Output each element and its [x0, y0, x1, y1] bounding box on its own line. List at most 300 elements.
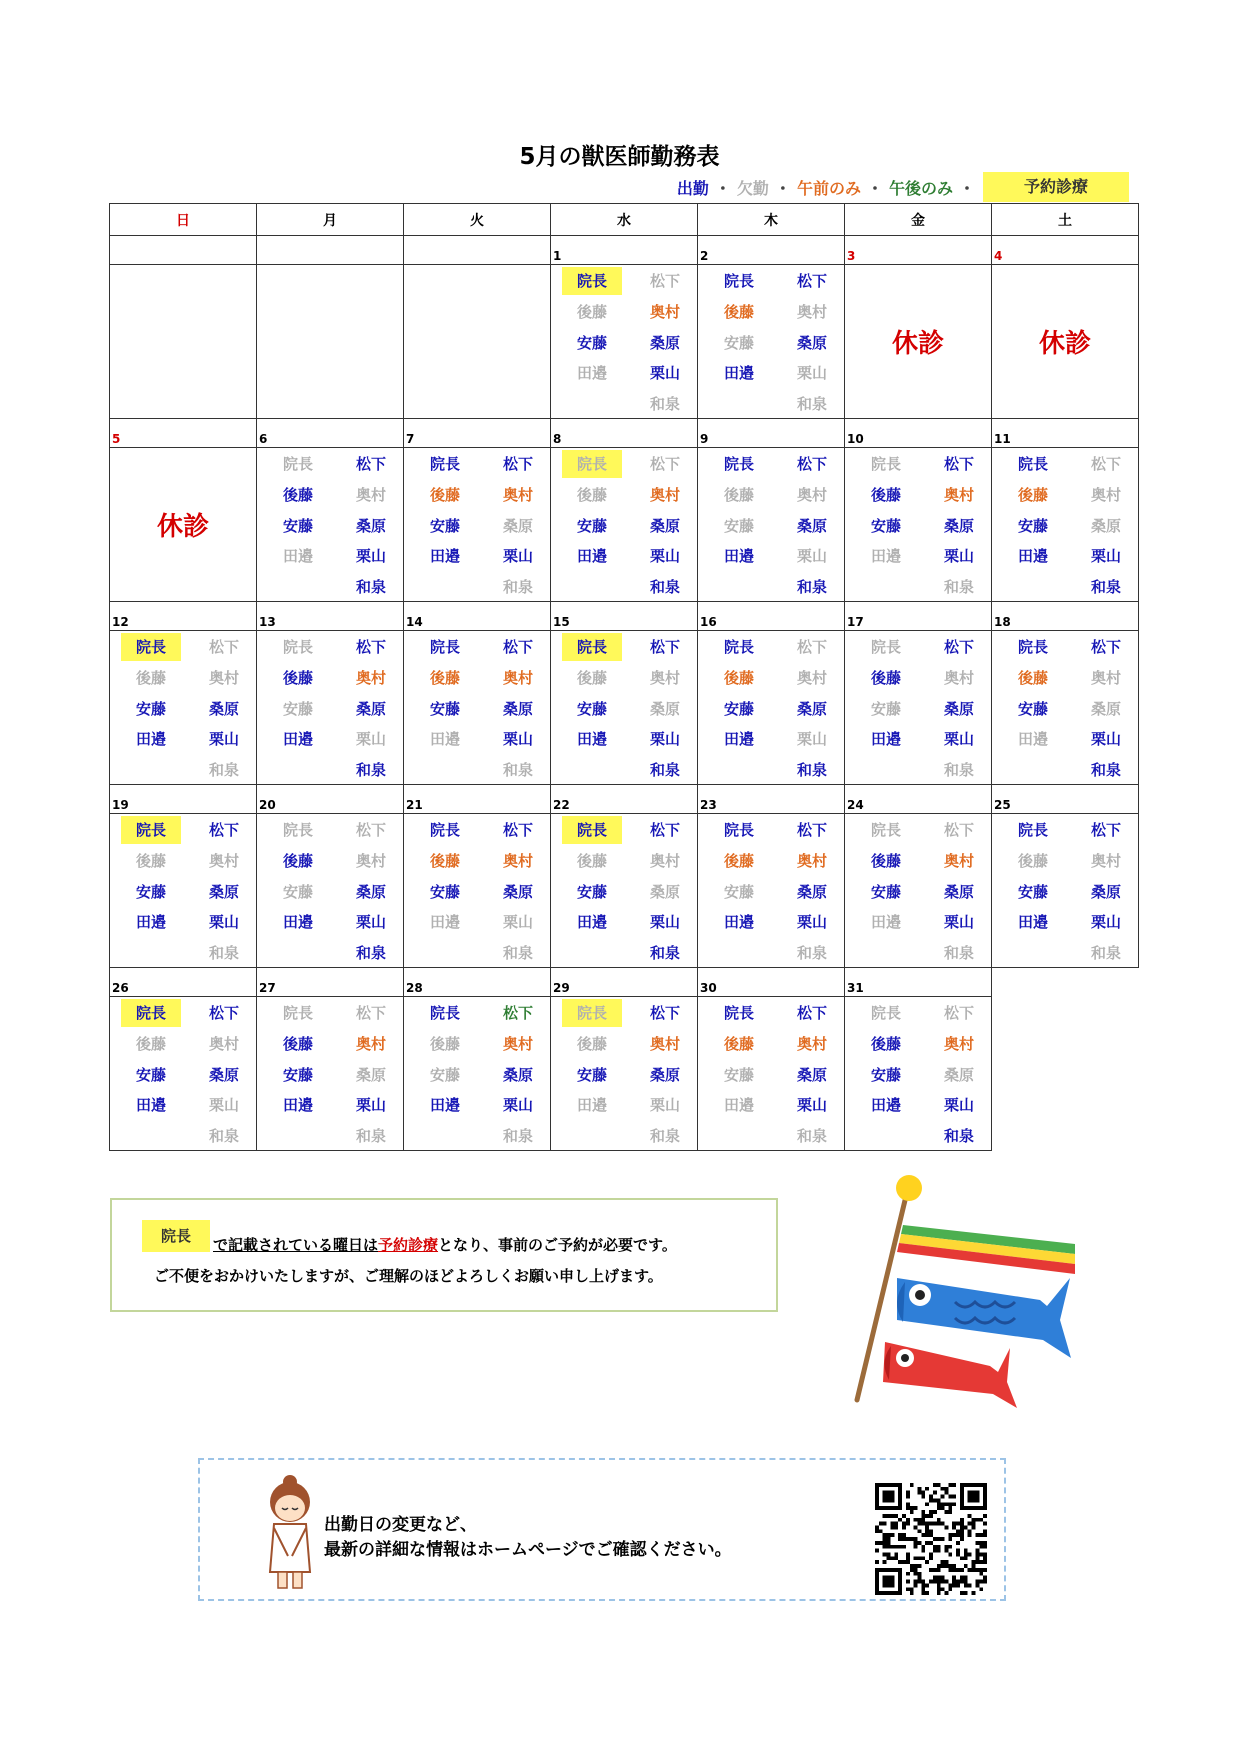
qr-module [921, 1495, 925, 1499]
qr-module [917, 1556, 921, 1560]
qr-module [925, 1529, 929, 1533]
qr-module [937, 1506, 941, 1510]
qr-module [898, 1537, 902, 1541]
qr-module [937, 1549, 941, 1553]
qr-module [972, 1564, 976, 1568]
qr-module [925, 1591, 929, 1595]
qr-module [906, 1491, 910, 1495]
vet-name: 松下 [796, 272, 827, 290]
qr-module [948, 1545, 952, 1549]
vet-name: 後藤 [282, 852, 313, 870]
qr-module [948, 1506, 952, 1510]
vet-name: 桑原 [502, 883, 533, 901]
vet-name: 安藤 [870, 517, 901, 535]
date-row [110, 602, 1139, 631]
schedule-row [110, 631, 1139, 785]
qr-module [960, 1525, 964, 1529]
blank-day-cell [110, 265, 257, 419]
qr-module [883, 1576, 895, 1588]
day-cell-content [551, 631, 697, 784]
qr-module [917, 1580, 921, 1584]
qr-module [975, 1549, 979, 1553]
vet-name: 奥村 [1090, 669, 1121, 687]
qr-module [983, 1545, 987, 1549]
qr-module [914, 1518, 918, 1522]
date-number: 14 [404, 602, 551, 631]
vet-name: 和泉 [355, 761, 386, 779]
qr-module [941, 1576, 945, 1580]
day-cell-content [698, 814, 844, 967]
vet-name: 桑原 [502, 517, 533, 535]
qr-module [933, 1545, 937, 1549]
qr-module [941, 1580, 945, 1584]
vet-name: 和泉 [796, 944, 827, 962]
qr-module [979, 1545, 983, 1549]
date-row [110, 968, 1139, 997]
note-line-1 [213, 1234, 677, 1255]
vet-name: 奥村 [796, 669, 827, 687]
vet-name: 和泉 [208, 1127, 239, 1145]
qr-module [983, 1580, 987, 1584]
date-number: 4 [992, 236, 1139, 265]
vet-name: 松下 [796, 821, 827, 839]
vet-name: 奥村 [355, 852, 386, 870]
vet-name: 奥村 [649, 669, 680, 687]
date-number: 30 [698, 968, 845, 997]
qr-module [887, 1541, 891, 1545]
qr-module [964, 1556, 968, 1560]
vet-name: 奥村 [796, 1035, 827, 1053]
qr-module [952, 1533, 956, 1537]
vet-name: 安藤 [723, 334, 754, 352]
day-cell [404, 814, 551, 968]
vet-name: 奥村 [649, 1035, 680, 1053]
vet-name: 栗山 [355, 1096, 386, 1114]
vet-name: 院長 [562, 267, 622, 295]
qr-module [933, 1483, 937, 1487]
qr-module [929, 1580, 933, 1584]
qr-module [956, 1541, 960, 1545]
qr-module [883, 1491, 895, 1503]
vet-name: 院長 [723, 821, 754, 839]
qr-module [979, 1572, 983, 1576]
day-cell [551, 997, 698, 1151]
qr-module [929, 1533, 933, 1537]
qr-module [925, 1583, 929, 1587]
qr-module [887, 1545, 891, 1549]
qr-module [945, 1549, 949, 1553]
qr-module [945, 1525, 949, 1529]
vet-name: 田邉 [870, 547, 901, 565]
vet-name: 松下 [943, 455, 974, 473]
closed-label: 休診 [891, 329, 944, 359]
vet-name: 栗山 [208, 913, 239, 931]
qr-module [945, 1591, 949, 1595]
date-number: 27 [257, 968, 404, 997]
vet-name: 和泉 [649, 395, 680, 413]
day-cell-content [845, 631, 991, 784]
date-number: 5 [110, 419, 257, 448]
qr-module [929, 1510, 933, 1514]
qr-module [956, 1553, 960, 1557]
vet-name: 松下 [1090, 821, 1121, 839]
qr-module [929, 1541, 933, 1545]
vet-name: 松下 [355, 821, 386, 839]
day-cell-content [257, 814, 403, 967]
qr-module [929, 1568, 933, 1572]
day-cell-content [698, 997, 844, 1150]
vet-name: 桑原 [796, 700, 827, 718]
qr-module [898, 1533, 902, 1537]
vet-name: 奥村 [208, 852, 239, 870]
qr-module [952, 1483, 956, 1487]
vet-name: 桑原 [355, 883, 386, 901]
day-cell [551, 814, 698, 968]
qr-module [933, 1491, 937, 1495]
vet-name: 和泉 [355, 1127, 386, 1145]
vet-name: 田邉 [135, 1096, 166, 1114]
qr-module [933, 1580, 937, 1584]
qr-module [983, 1553, 987, 1557]
qr-module [945, 1545, 949, 1549]
legend-attend: 出勤 [676, 178, 709, 198]
vet-name: 栗山 [355, 547, 386, 565]
qr-module [933, 1498, 937, 1502]
info-line-1: 出勤日の変更など、 [324, 1515, 477, 1535]
legend [675, 172, 1129, 202]
qr-module [906, 1587, 910, 1591]
vet-name: 和泉 [1090, 578, 1121, 596]
vet-name: 和泉 [502, 761, 533, 779]
vet-name: 後藤 [135, 852, 166, 870]
vet-name: 安藤 [429, 517, 460, 535]
day-cell [845, 814, 992, 968]
qr-module [921, 1556, 925, 1560]
note-highlight: 予約診療 [378, 1236, 439, 1254]
qr-module [945, 1564, 949, 1568]
vet-name: 安藤 [282, 517, 313, 535]
director-chip: 院長 [142, 1220, 210, 1252]
qr-module [964, 1576, 968, 1580]
qr-module [964, 1549, 968, 1553]
vet-name: 松下 [1090, 455, 1121, 473]
vet-name: 安藤 [870, 883, 901, 901]
vet-name: 院長 [282, 638, 313, 656]
qr-module [917, 1529, 921, 1533]
qr-module [929, 1529, 933, 1533]
day-cell [698, 997, 845, 1151]
vet-name: 松下 [502, 638, 533, 656]
date-number: 1 [551, 236, 698, 265]
vet-name: 田邉 [282, 730, 313, 748]
qr-module [956, 1533, 960, 1537]
qr-module [875, 1549, 879, 1553]
vet-name: 田邉 [429, 730, 460, 748]
qr-module [937, 1591, 941, 1595]
qr-module [937, 1522, 941, 1526]
vet-name: 和泉 [208, 944, 239, 962]
weekday-sat: 土 [992, 204, 1139, 236]
vet-name: 桑原 [796, 334, 827, 352]
qr-module [948, 1553, 952, 1557]
qr-module [956, 1568, 960, 1572]
qr-module [948, 1510, 952, 1514]
vet-name: 安藤 [282, 883, 313, 901]
vet-name: 和泉 [943, 944, 974, 962]
qr-module [910, 1568, 914, 1572]
qr-module [945, 1560, 949, 1564]
vet-name: 和泉 [796, 761, 827, 779]
qr-module [906, 1580, 910, 1584]
day-cell-content [992, 814, 1138, 967]
vet-name: 栗山 [502, 1096, 533, 1114]
day-cell-content [845, 265, 991, 418]
qr-module [972, 1518, 976, 1522]
vet-name: 安藤 [723, 517, 754, 535]
vet-name: 奥村 [502, 852, 533, 870]
vet-name: 田邉 [723, 1096, 754, 1114]
qr-module [979, 1541, 983, 1545]
vet-name: 栗山 [943, 913, 974, 931]
vet-name: 松下 [649, 272, 680, 290]
homepage-info-box [198, 1458, 1006, 1601]
vet-name: 桑原 [208, 700, 239, 718]
qr-module [948, 1483, 952, 1487]
day-cell [698, 448, 845, 602]
vet-name: 院長 [282, 821, 313, 839]
qr-module [948, 1495, 952, 1499]
legend-reservation: 予約診療 [983, 172, 1129, 202]
qr-module [894, 1553, 898, 1557]
qr-module [921, 1549, 925, 1553]
vet-name: 奥村 [208, 1035, 239, 1053]
qr-module [929, 1553, 933, 1557]
date-number: 24 [845, 785, 992, 814]
vet-name: 後藤 [723, 852, 754, 870]
note-text: で記載されている曜日は [213, 1236, 379, 1254]
legend-pm-only: 午後のみ [888, 178, 953, 198]
vet-name: 院長 [562, 999, 622, 1027]
vet-name: 院長 [562, 816, 622, 844]
day-cell [551, 265, 698, 419]
vet-name: 和泉 [649, 761, 680, 779]
qr-module [937, 1568, 941, 1572]
qr-module [910, 1483, 914, 1487]
vet-name: 院長 [429, 455, 460, 473]
vet-name: 栗山 [649, 730, 680, 748]
qr-module [910, 1587, 914, 1591]
vet-name: 栗山 [208, 1096, 239, 1114]
vet-name: 松下 [796, 638, 827, 656]
vet-name: 安藤 [429, 883, 460, 901]
qr-module [941, 1506, 945, 1510]
qr-module [968, 1553, 972, 1557]
qr-module [890, 1514, 894, 1518]
qr-module [917, 1572, 921, 1576]
qr-module [975, 1533, 979, 1537]
qr-module [933, 1537, 937, 1541]
qr-module [875, 1525, 879, 1529]
vet-name: 院長 [429, 1004, 460, 1022]
vet-name: 院長 [723, 455, 754, 473]
vet-name: 桑原 [355, 700, 386, 718]
weekday-fri: 金 [845, 204, 992, 236]
vet-name: 後藤 [429, 486, 460, 504]
vet-name: 後藤 [723, 1035, 754, 1053]
reservation-note [110, 1198, 778, 1312]
legend-separator: ・ [958, 178, 975, 198]
legend-separator: ・ [774, 178, 791, 198]
qr-module [925, 1525, 929, 1529]
day-cell [257, 814, 404, 968]
vet-name: 田邉 [429, 913, 460, 931]
vet-name: 院長 [429, 821, 460, 839]
qr-module [921, 1522, 925, 1526]
qr-module [979, 1518, 983, 1522]
vet-name: 安藤 [135, 1066, 166, 1084]
qr-module [960, 1591, 964, 1595]
date-number: 25 [992, 785, 1139, 814]
qr-module [937, 1545, 941, 1549]
empty-cell [992, 997, 1139, 1151]
qr-module [910, 1591, 914, 1595]
vet-name: 後藤 [429, 669, 460, 687]
qr-module [890, 1533, 894, 1537]
qr-module [972, 1560, 976, 1564]
qr-module [902, 1514, 906, 1518]
qr-module [964, 1591, 968, 1595]
qr-module [941, 1537, 945, 1541]
vet-name: 田邉 [870, 1096, 901, 1114]
date-number: 29 [551, 968, 698, 997]
vet-name: 和泉 [943, 578, 974, 596]
vet-name: 松下 [208, 821, 239, 839]
legend-am-only: 午前のみ [796, 178, 861, 198]
day-cell [257, 997, 404, 1151]
vet-name: 桑原 [796, 1066, 827, 1084]
qr-module [952, 1583, 956, 1587]
vet-name: 安藤 [576, 1066, 607, 1084]
vet-name: 栗山 [796, 1096, 827, 1114]
qr-module [906, 1560, 910, 1564]
qr-module [975, 1580, 979, 1584]
qr-module [906, 1553, 910, 1557]
qr-module [979, 1533, 983, 1537]
vet-name: 松下 [943, 1004, 974, 1022]
qr-code[interactable] [875, 1483, 987, 1595]
qr-module [917, 1576, 921, 1580]
vet-name: 栗山 [502, 547, 533, 565]
vet-name: 栗山 [796, 913, 827, 931]
qr-module [952, 1580, 956, 1584]
qr-module [898, 1518, 902, 1522]
vet-name: 桑原 [1090, 517, 1121, 535]
vet-name: 松下 [796, 1004, 827, 1022]
qr-module [964, 1564, 968, 1568]
vet-name: 院長 [1017, 821, 1048, 839]
vet-name: 田邉 [723, 913, 754, 931]
blank-date-cell [404, 236, 551, 265]
vet-name: 松下 [355, 455, 386, 473]
vet-name: 院長 [723, 638, 754, 656]
qr-module [914, 1545, 918, 1549]
day-cell [110, 631, 257, 785]
day-cell-content [257, 997, 403, 1150]
vet-name: 安藤 [429, 1066, 460, 1084]
day-cell [845, 631, 992, 785]
vet-name: 奥村 [502, 669, 533, 687]
qr-module [941, 1564, 945, 1568]
date-number: 6 [257, 419, 404, 448]
qr-module [917, 1541, 921, 1545]
day-cell-content [404, 448, 550, 601]
qr-module [937, 1483, 941, 1487]
bowing-staff-illustration [260, 1472, 320, 1592]
qr-module [879, 1529, 883, 1533]
qr-module [921, 1587, 925, 1591]
vet-name: 松下 [649, 455, 680, 473]
day-cell [110, 448, 257, 602]
blank-day-cell [257, 265, 404, 419]
vet-name: 安藤 [576, 883, 607, 901]
qr-module [887, 1556, 891, 1560]
vet-name: 松下 [355, 638, 386, 656]
vet-name: 安藤 [1017, 700, 1048, 718]
page-title: 5月の獣医師勤務表 [519, 144, 720, 170]
vet-name: 栗山 [943, 1096, 974, 1114]
day-cell-content [551, 997, 697, 1150]
vet-name: 安藤 [1017, 517, 1048, 535]
vet-name: 田邉 [1017, 547, 1048, 565]
date-number: 2 [698, 236, 845, 265]
qr-module [956, 1580, 960, 1584]
qr-module [875, 1529, 879, 1533]
vet-name: 栗山 [943, 730, 974, 748]
day-cell-content [551, 814, 697, 967]
vet-name: 桑原 [649, 517, 680, 535]
qr-module [887, 1537, 891, 1541]
qr-module [902, 1522, 906, 1526]
vet-name: 松下 [796, 455, 827, 473]
qr-module [937, 1498, 941, 1502]
qr-module [929, 1495, 933, 1499]
qr-module [902, 1560, 906, 1564]
vet-name: 松下 [502, 455, 533, 473]
qr-module [894, 1545, 898, 1549]
vet-name: 田邉 [723, 364, 754, 382]
vet-name: 桑原 [502, 700, 533, 718]
vet-name: 桑原 [649, 700, 680, 718]
vet-name: 栗山 [208, 730, 239, 748]
qr-module [902, 1533, 906, 1537]
vet-name: 桑原 [649, 883, 680, 901]
qr-module [945, 1487, 949, 1491]
vet-name: 田邉 [723, 730, 754, 748]
vet-name: 和泉 [649, 1127, 680, 1145]
vet-name: 和泉 [355, 944, 386, 962]
qr-module [914, 1583, 918, 1587]
vet-name: 後藤 [135, 669, 166, 687]
day-cell-content [404, 997, 550, 1150]
vet-name: 栗山 [649, 364, 680, 382]
qr-module [960, 1537, 964, 1541]
vet-name: 栗山 [1090, 913, 1121, 931]
vet-name: 後藤 [282, 486, 313, 504]
day-cell-content [992, 631, 1138, 784]
vet-name: 安藤 [429, 700, 460, 718]
vet-name: 田邉 [1017, 730, 1048, 748]
qr-module [925, 1502, 929, 1506]
